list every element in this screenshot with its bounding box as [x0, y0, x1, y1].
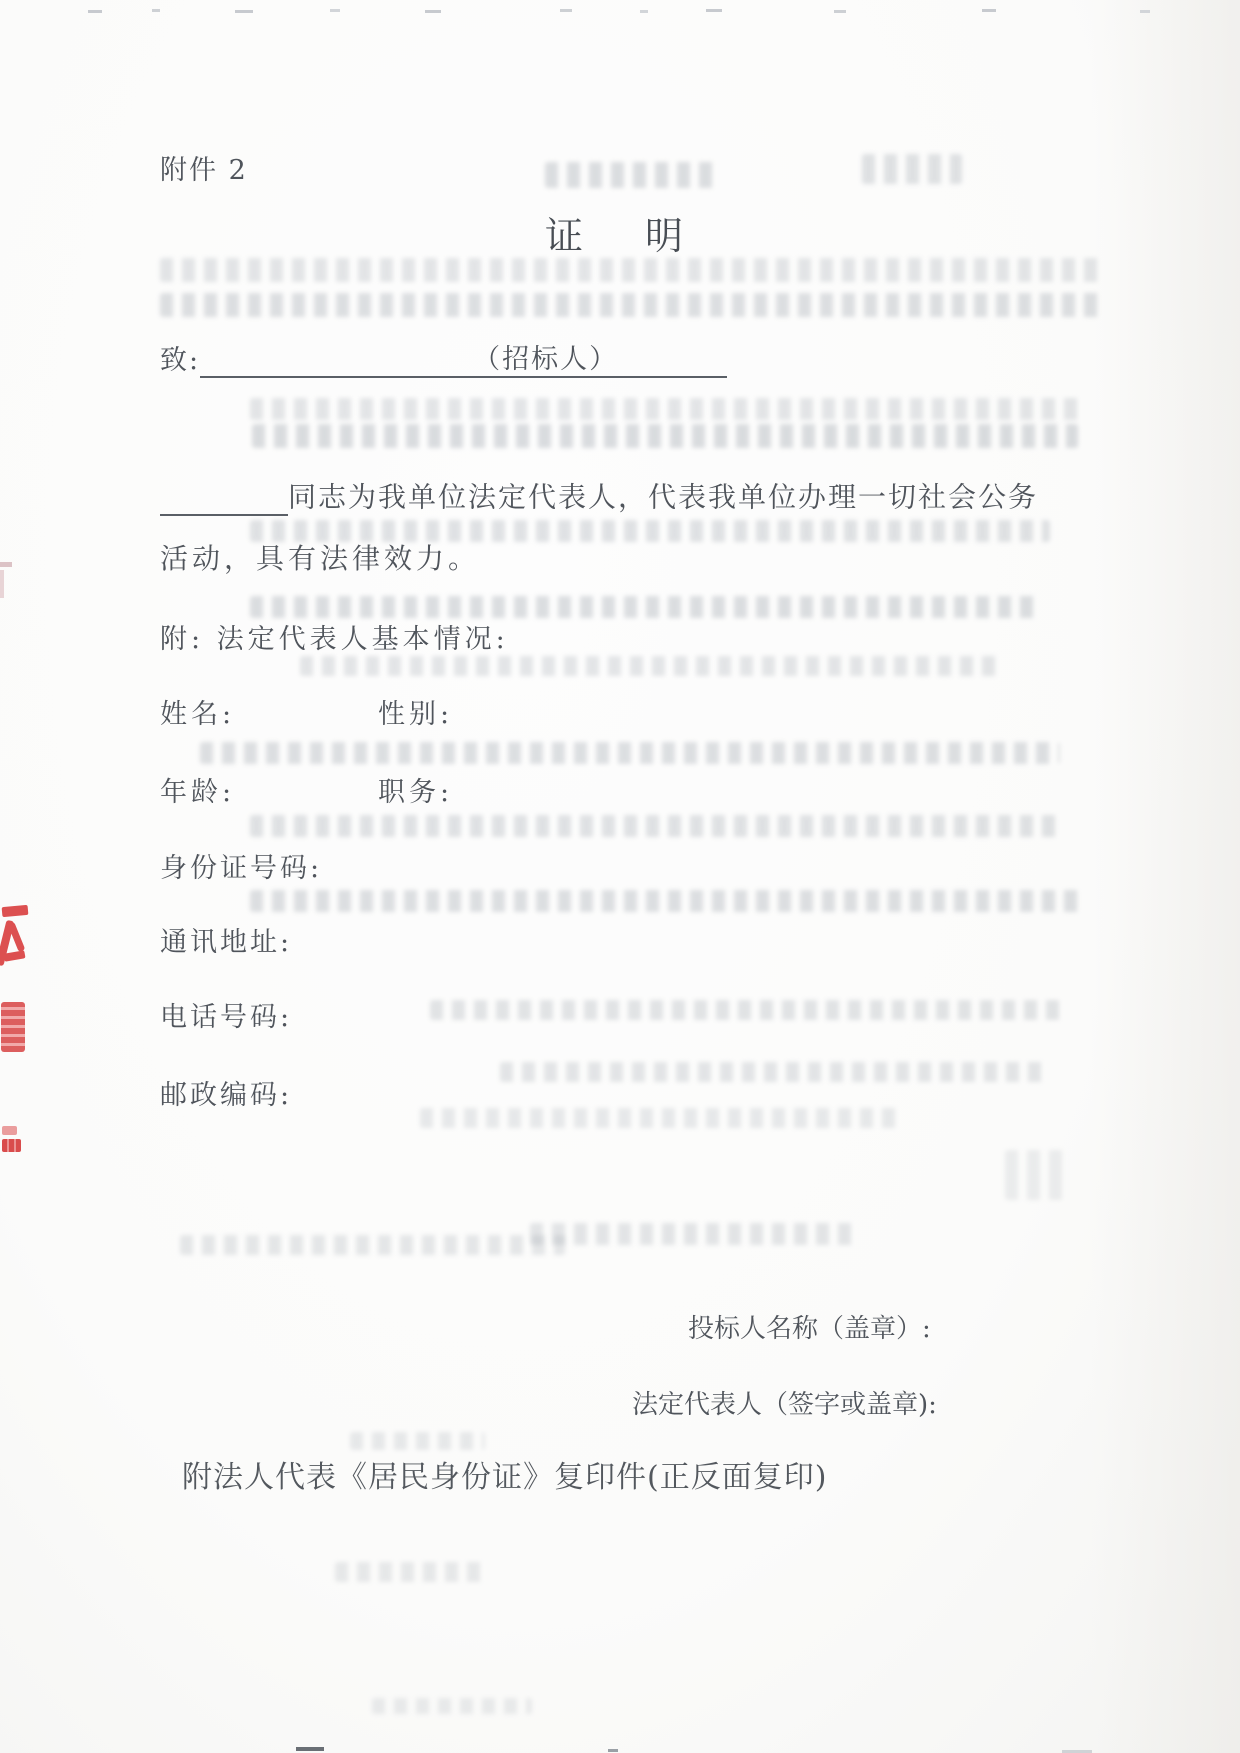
- scan-edge-artifact: [235, 10, 253, 13]
- paragraph-line-2: 活动，具有法律效力。: [160, 542, 481, 575]
- scan-edge-artifact: [0, 570, 4, 598]
- field-label-phone: 电话号码:: [160, 1002, 293, 1033]
- scan-edge-artifact: [88, 10, 102, 13]
- tenderer-hint: （招标人）: [473, 344, 619, 375]
- bleed-through-artifact: [430, 1000, 1060, 1020]
- scan-edge-artifact: [560, 9, 572, 12]
- field-label-address: 通讯地址:: [160, 927, 293, 958]
- scan-edge-artifact: [1140, 10, 1150, 13]
- bleed-through-artifact: [1005, 1150, 1065, 1200]
- scan-edge-artifact: [296, 1747, 324, 1751]
- bidder-signature-label: 投标人名称（盖章）:: [688, 1314, 931, 1344]
- bleed-through-artifact: [335, 1562, 485, 1582]
- bleed-through-artifact: [300, 656, 1000, 676]
- bleed-through-artifact: [350, 1432, 485, 1450]
- field-label-id-number: 身份证号码:: [160, 853, 323, 884]
- scan-edge-artifact: [706, 9, 722, 12]
- scan-edge-artifact: [152, 9, 160, 12]
- salutation-line: [160, 342, 727, 378]
- bleed-through-artifact: [420, 1108, 900, 1128]
- field-label-postal-code: 邮政编码:: [160, 1080, 293, 1111]
- bleed-through-artifact: [862, 154, 962, 184]
- bleed-through-artifact: [372, 1698, 532, 1714]
- scan-edge-artifact: [640, 10, 648, 13]
- field-label-age: 年龄:: [160, 777, 236, 808]
- salutation-prefix: 致:: [160, 344, 201, 376]
- bleed-through-artifact: [250, 520, 1050, 542]
- bleed-through-artifact: [160, 258, 1105, 282]
- attachment-label: 附件 2: [160, 155, 248, 186]
- scan-edge-artifact: [330, 9, 340, 12]
- bleed-through-artifact: [252, 424, 1078, 448]
- bleed-through-artifact: [530, 1223, 860, 1245]
- footer-attachment-note: 附法人代表《居民身份证》复印件(正反面复印): [182, 1460, 828, 1495]
- bleed-through-artifact: [180, 1235, 565, 1255]
- paragraph-line-1: [160, 477, 1038, 516]
- scan-edge-artifact: [425, 10, 441, 13]
- salutation-blank-underline: [200, 342, 727, 378]
- bleed-through-artifact: [250, 398, 1080, 420]
- name-blank-underline: [160, 477, 288, 516]
- field-label-gender: 性别:: [378, 699, 454, 730]
- bleed-through-artifact: [200, 742, 1060, 764]
- field-label-position: 职务:: [378, 777, 454, 808]
- scan-edge-artifact: [0, 562, 12, 567]
- bleed-through-artifact: [250, 596, 1040, 618]
- bleed-through-artifact: [250, 890, 1080, 912]
- field-label-name: 姓名:: [160, 699, 236, 730]
- scan-edge-artifact: [834, 10, 846, 13]
- scan-edge-artifact: [982, 9, 996, 12]
- bleed-through-artifact: [545, 162, 720, 188]
- bleed-through-artifact: [160, 293, 1105, 317]
- bleed-through-artifact: [250, 815, 1060, 837]
- document-title: 证 明: [544, 214, 695, 258]
- basic-info-heading: 附: 法定代表人基本情况:: [160, 624, 509, 655]
- paragraph-line-1-text: 同志为我单位法定代表人，代表我单位办理一切社会公务: [288, 480, 1039, 514]
- legal-representative-signature-label: 法定代表人（签字或盖章):: [632, 1390, 937, 1420]
- bleed-through-artifact: [500, 1062, 1045, 1082]
- scan-edge-artifact: [608, 1749, 618, 1752]
